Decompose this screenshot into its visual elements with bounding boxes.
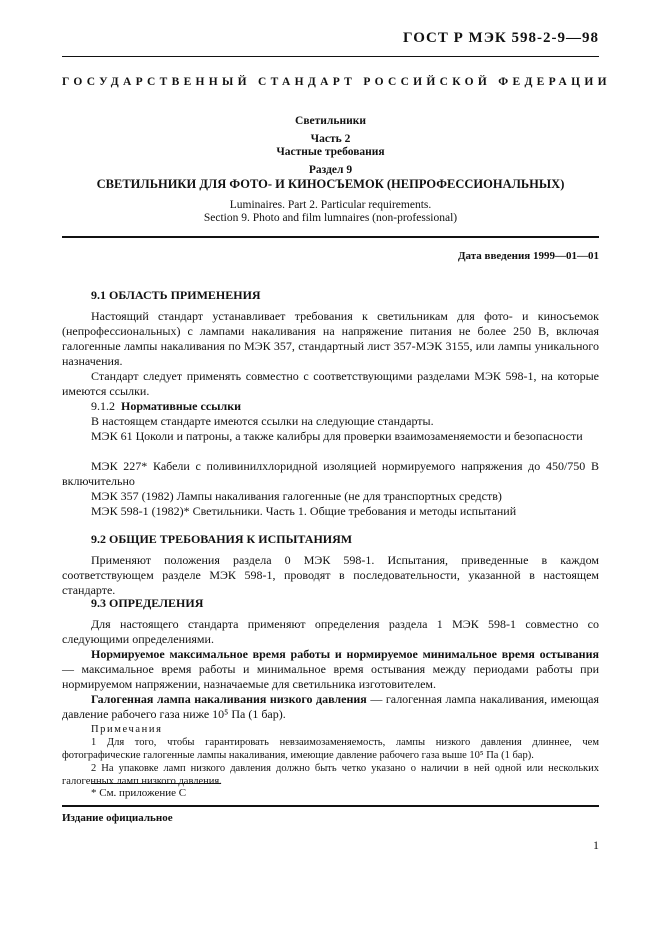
section-9-1-heading: 9.1 ОБЛАСТЬ ПРИМЕНЕНИЯ	[91, 288, 261, 302]
paragraph-text: Для настоящего стандарта применяют определения раздела 1 МЭК 598-1 совместно со следующими определениями.	[62, 617, 599, 646]
subsection-number: 9.1.2	[91, 399, 115, 413]
reference-text: МЭК 598-1 (1982)* Светильники. Часть 1. Общие требования и методы испытаний	[91, 504, 517, 518]
header-rule	[62, 56, 599, 57]
section-9-2-heading: 9.2 ОБЩИЕ ТРЕБОВАНИЯ К ИСПЫТАНИЯМ	[91, 532, 353, 546]
reference-iec-61	[62, 429, 599, 444]
title-rule	[62, 236, 599, 238]
reference-iec-227	[62, 459, 599, 489]
title-luminaires: Светильники	[295, 115, 366, 127]
section-9-3-paragraph-1	[62, 617, 599, 647]
note-1	[62, 736, 599, 762]
footnote: * См. приложение С	[91, 787, 187, 799]
document-code: ГОСТ Р МЭК 598-2-9—98	[403, 30, 599, 46]
definition-text: — максимальное время работы и минимальное время остывания между периодами работы при нормируемом напряжении, назначаемые для светильника изготовителем.	[62, 662, 599, 691]
section-9-2-paragraph-1	[62, 553, 599, 598]
note-text: 2 На упаковке ламп низкого давления должно быть четко указано о наличии в ней одной или нескольких галогенных ламп низкого давления.	[62, 763, 599, 787]
subsection-9-1-2-heading	[62, 399, 599, 414]
definition-rated-time	[62, 647, 599, 692]
reference-text: МЭК 357 (1982) Лампы накаливания галогенные (не для транспортных средств)	[91, 489, 502, 503]
note-text: 1 Для того, чтобы гарантировать невзаимозаменяемость, лампы низкого давления длиннее, чем фотографические галогенные лампы накаливания, имеющие давление рабочего газа выше 10⁵ Па (1 бар).	[62, 737, 599, 761]
paragraph-text: Настоящий стандарт устанавливает требования к светильникам для фото- и киносъемок (непрофессиональных) с лампами накаливания на напряжение питания не более 250 В, включая галогенные лампы накаливания по МЭК 357, стандартный лист 357-МЭК 3155, или лампы уникального назначения.	[62, 309, 599, 368]
title-part: Часть 2	[310, 133, 351, 145]
note-2	[62, 762, 599, 788]
title-particular: Частные требования	[276, 146, 385, 158]
page-number: 1	[593, 838, 599, 852]
reference-text: МЭК 227* Кабели с поливинилхлоридной изоляцией нормируемого напряжения до 450/750 В включительно	[62, 459, 599, 488]
section-9-1-paragraph-3	[62, 414, 599, 429]
paragraph-text: Применяют положения раздела 0 МЭК 598-1. Испытания, приведенные в каждом соответствующем разделе МЭК 598-1, проводят в последовательности, указанной в настоящем стандарте.	[62, 553, 599, 597]
notes-title-text: Примечания	[91, 724, 163, 735]
reference-text: МЭК 61 Цоколи и патроны, а также калибры для проверки взаимозаменяемости и безопасности	[91, 429, 583, 443]
section-9-1-paragraph-2	[62, 369, 599, 399]
paragraph-text: В настоящем стандарте имеются ссылки на следующие стандарты.	[91, 414, 434, 428]
reference-iec-598-1	[62, 504, 599, 519]
definition-term: Галогенная лампа накаливания низкого давления	[91, 692, 367, 706]
title-section: Раздел 9	[308, 164, 353, 176]
footer-rule	[62, 805, 599, 807]
section-9-3-heading: 9.3 ОПРЕДЕЛЕНИЯ	[91, 596, 204, 610]
title-english-2: Section 9. Photo and film lumnaires (non-professional)	[203, 212, 458, 224]
introduction-date: Дата введения 1999—01—01	[457, 250, 599, 262]
subsection-title: Нормативные ссылки	[121, 399, 242, 413]
official-edition: Издание официальное	[62, 812, 173, 824]
reference-iec-357	[62, 489, 599, 504]
definition-text: — галогенная лампа накаливания, имеющая давление рабочего газа ниже 10⁵ Па (1 бар).	[62, 692, 600, 721]
title-english-1: Luminaires. Part 2. Particular requirements.	[229, 199, 432, 211]
definition-low-pressure-lamp	[62, 692, 599, 722]
state-standard-title: ГОСУДАРСТВЕННЫЙ СТАНДАРТ РОССИЙСКОЙ ФЕДЕРАЦИИ	[62, 76, 611, 88]
definition-term: Нормируемое максимальное время работы и нормируемое минимальное время остывания	[91, 647, 599, 661]
paragraph-text: Стандарт следует применять совместно с соответствующими разделами МЭК 598-1, на которые имеются ссылки.	[62, 369, 599, 398]
notes-title	[62, 723, 599, 736]
section-9-1-paragraph-1	[62, 309, 599, 369]
footnote-rule	[91, 783, 221, 784]
title-main: СВЕТИЛЬНИКИ ДЛЯ ФОТО- И КИНОСЪЕМОК (НЕПРОФЕССИОНАЛЬНЫХ)	[96, 177, 565, 191]
